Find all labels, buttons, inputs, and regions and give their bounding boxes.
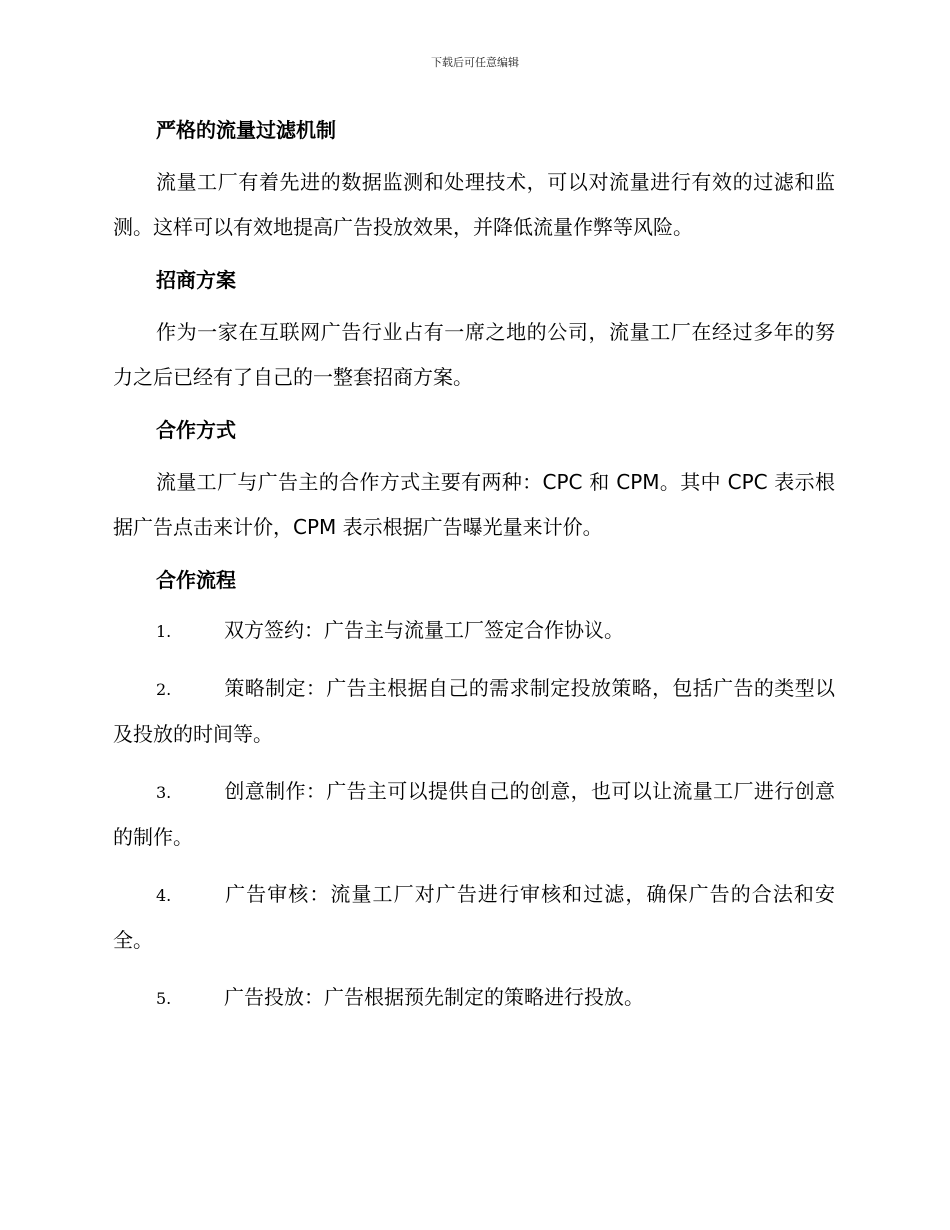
list-item-number: 5. — [156, 989, 172, 1008]
section-paragraph-investment-plan: 作为一家在互联网广告行业占有一席之地的公司，流量工厂在经过多年的努力之后已经有了自己的一整套招商方案。 — [113, 320, 835, 389]
section-heading-cooperation-process: 合作流程 — [156, 568, 236, 592]
document-body — [113, 112, 835, 1021]
list-item — [113, 872, 835, 963]
list-item-number: 4. — [156, 886, 172, 905]
process-list — [113, 608, 835, 1021]
list-item-number: 2. — [156, 680, 172, 699]
header-note: 下载后可任意编辑 — [431, 56, 519, 69]
list-item-text: 广告审核：流量工厂对广告进行审核和过滤，确保广告的合法和安全。 — [113, 882, 835, 952]
list-item-text: 创意制作：广告主可以提供自己的创意，也可以让流量工厂进行创意的制作。 — [113, 779, 835, 849]
list-item — [113, 608, 835, 654]
list-item — [113, 975, 835, 1021]
section-heading-cooperation-mode: 合作方式 — [156, 418, 236, 442]
list-item-number: 1. — [156, 622, 172, 641]
section-heading-investment-plan: 招商方案 — [156, 268, 236, 292]
list-item-text: 广告投放：广告根据预先制定的策略进行投放。 — [224, 985, 644, 1009]
section-paragraph-traffic-filter: 流量工厂有着先进的数据监测和处理技术，可以对流量进行有效的过滤和监测。这样可以有效地提高广告投放效果，并降低流量作弊等风险。 — [113, 170, 835, 239]
list-item-number: 3. — [156, 783, 172, 802]
list-item — [113, 769, 835, 860]
section-paragraph-cooperation-mode: 流量工厂与广告主的合作方式主要有两种：CPC 和 CPM。其中 CPC 表示根据广告点击来计价，CPM 表示根据广告曝光量来计价。 — [113, 470, 835, 539]
list-item-text: 双方签约：广告主与流量工厂签定合作协议。 — [224, 618, 624, 642]
list-item — [113, 666, 835, 757]
section-heading-traffic-filter: 严格的流量过滤机制 — [156, 118, 336, 142]
list-item-text: 策略制定：广告主根据自己的需求制定投放策略，包括广告的类型以及投放的时间等。 — [113, 676, 835, 746]
